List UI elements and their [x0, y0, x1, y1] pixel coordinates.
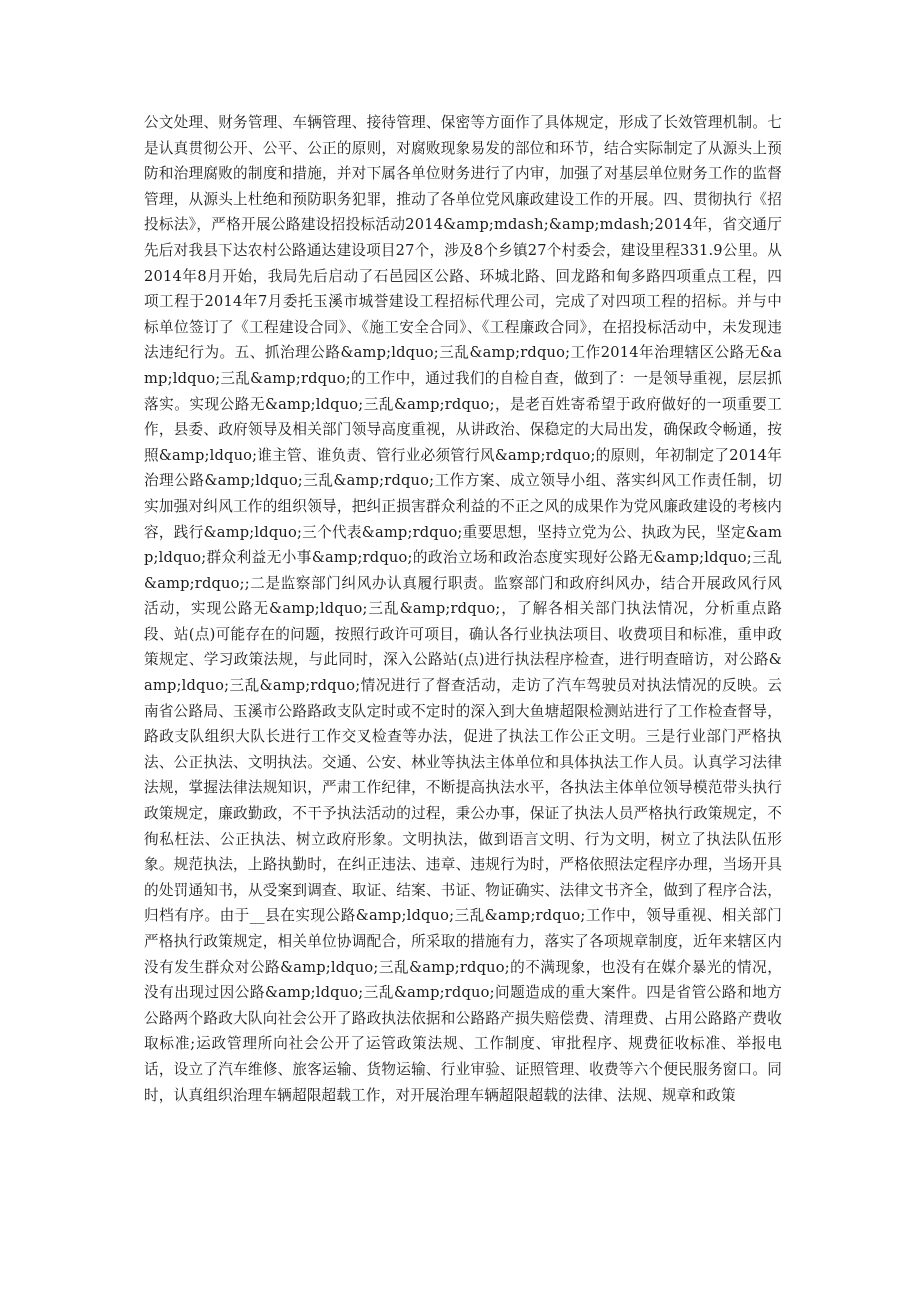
body-paragraph: 公文处理、财务管理、车辆管理、接待管理、保密等方面作了具体规定，形成了长效管理机制。七是认真贯彻公开、公平、公正的原则，对腐败现象易发的部位和环节，结合实际制定了从源头上预防和治理腐败的制度和措施，并对下属各单位财务进行了内审，加强了对基层单位财务工作的监督管理，从源头上杜绝和预防职务犯罪，推动了各单位党风廉政建设工作的开展。四、贯彻执行《招投标法》，严格开展公路建设招投标活动2014&amp;mdash;&amp;mdash;2014年，省交通厅先后对我县下达农村公路通达建设项目27个，涉及8个乡镇27个村委会，建设里程331.9公里。从2014年8月开始，我局先后启动了石邑园区公路、环城北路、回龙路和甸多路四项重点工程，四项工程于2014年7月委托玉溪市城誉建设工程招标代理公司，完成了对四项工程的招标。并与中标单位签订了《工程建设合同》、《施工安全合同》、《工程廉政合同》，在招投标活动中，未发现违法违纪行为。五、抓治理公路&amp;ldquo;三乱&amp;rdquo;工作2014年治理辖区公路无&amp;ldquo;三乱&amp;rdquo;的工作中，通过我们的自检自查，做到了：一是领导重视，层层抓落实。实现公路无&amp;ldquo;三乱&amp;rdquo;，是老百姓寄希望于政府做好的一项重要工作，县委、政府领导及相关部门领导高度重视，从讲政治、保稳定的大局出发，确保政令畅通，按照&amp;ldquo;谁主管、谁负责、管行业必须管行风&amp;rdquo;的原则，年初制定了2014年治理公路&amp;ldquo;三乱&amp;rdquo;工作方案、成立领导小组、落实纠风工作责任制，切实加强对纠风工作的组织领导，把纠正损害群众利益的不正之风的成果作为党风廉政建设的考核内容，践行&amp;ldquo;三个代表&amp;rdquo;重要思想，坚持立党为公、执政为民，坚定&amp;ldquo;群众利益无小事&amp;rdquo;的政治立场和政治态度实现好公路无&amp;ldquo;三乱&amp;rdquo;;二是监察部门纠风办认真履行职责。监察部门和政府纠风办，结合开展政风行风活动，实现公路无&amp;ldquo;三乱&amp;rdquo;，了解各相关部门执法情况，分析重点路段、站(点)可能存在的问题，按照行政许可项目，确认各行业执法项目、收费项目和标准，重申政策规定、学习政策法规，与此同时，深入公路站(点)进行执法程序检查，进行明查暗访，对公路&amp;ldquo;三乱&amp;rdquo;情况进行了督查活动，走访了汽车驾驶员对执法情况的反映。云南省公路局、玉溪市公路路政支队定时或不定时的深入到大鱼塘超限检测站进行了工作检查督导，路政支队组织大队长进行工作交叉检查等办法，促进了执法工作公正文明。三是行业部门严格执法、公正执法、文明执法。交通、公安、林业等执法主体单位和具体执法工作人员。认真学习法律法规，掌握法律法规知识，严肃工作纪律，不断提高执法水平，各执法主体单位领导模范带头执行政策规定，廉政勤政，不干予执法活动的过程，秉公办事，保证了执法人员严格执行政策规定，不徇私枉法、公正执法、树立政府形象。文明执法，做到语言文明、行为文明，树立了执法队伍形象。规范执法，上路执勤时，在纠正违法、违章、违规行为时，严格依照法定程序办理，当场开具的处罚通知书，从受案到调查、取证、结案、书证、物证确实、法律文书齐全，做到了程序合法，归档有序。由于__县在实现公路&amp;ldquo;三乱&amp;rdquo;工作中，领导重视、相关部门严格执行政策规定，相关单位协调配合，所采取的措施有力，落实了各项规章制度，近年来辖区内没有发生群众对公路&amp;ldquo;三乱&amp;rdquo;的不满现象，也没有在媒介暴光的情况，没有出现过因公路&amp;ldquo;三乱&amp;rdquo;问题造成的重大案件。四是省管公路和地方公路两个路政大队向社会公开了路政执法依据和公路路产损失赔偿费、清理费、占用公路路产费收取标准;运政管理所向社会公开了运管政策法规、工作制度、审批程序、规费征收标准、举报电话，设立了汽车维修、旅客运输、货物运输、行业审验、证照管理、收费等六个便民服务窗口。同时，认真组织治理车辆超限超载工作，对开展治理车辆超限超载的法律、法规、规章和政策: [144, 114, 782, 1104]
document-page: [144, 110, 782, 1108]
